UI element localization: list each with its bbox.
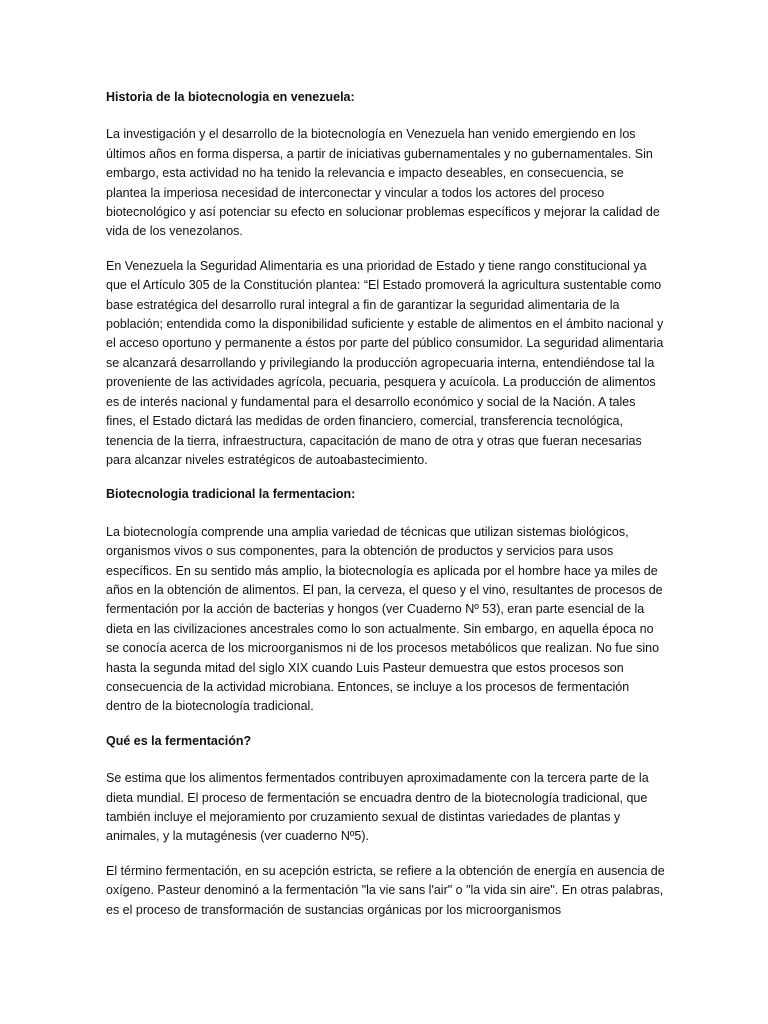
paragraph-alimentos-fermentados: Se estima que los alimentos fermentados contribuyen aproximadamente con la tercera parte de la dieta mundial. El proceso de fermentación se encuadra dentro de la biotecnología tradicional, que también incluye el mejoramiento por cruzamiento sexual de distintas variedades de plantas y animales, y la mutagénesis (ver cuaderno Nº5).: [106, 771, 649, 844]
paragraph-biotecnologia-tecnicas: La biotecnología comprende una amplia variedad de técnicas que utilizan sistemas biológicos, organismos vivos o sus componentes, para la obtención de productos y servicios para usos específicos. En su sentido más amplio, la biotecnología es aplicada por el hombre hace ya miles de años en la obtención de alimentos. El pan, la cerveza, el queso y el vino, resultantes de procesos de fermentación por la acción de bacterias y hongos (ver Cuaderno Nº 53), eran parte esencial de la dieta en las civilizaciones ancestrales como lo son actualmente. Sin embargo, en aquella época no se conocía acerca de los microorganismos ni de los procesos metabólicos que realizan. No fue sino hasta la segunda mitad del siglo XIX cuando Luis Pasteur demuestra que estos procesos son consecuencia de la actividad microbiana. Entonces, se incluye a los procesos de fermentación dentro de la biotecnología tradicional.: [106, 524, 663, 714]
section-heading-biotecnologia-tradicional: Biotecnologia tradicional la fermentacion:: [106, 487, 356, 502]
paragraph-termino-fermentacion: El término fermentación, en su acepción estricta, se refiere a la obtención de energía en ausencia de oxígeno. Pasteur denominó a la fermentación "la vie sans l'air" o "la vida sin aire". En otras palabras, es el proceso de transformación de sustancias orgánicas por los microorganismos: [106, 863, 665, 917]
section-heading-que-es-fermentacion: Qué es la fermentación?: [106, 733, 252, 748]
paragraph-seguridad-alimentaria: En Venezuela la Seguridad Alimentaria es una prioridad de Estado y tiene rango constitucional ya que el Artículo 305 de la Constitución plantea: “El Estado promoverá la agricultura sustentable como base estratégica del desarrollo rural integral a fin de garantizar la seguridad alimentaria de la población; entendida como la disponibilidad suficiente y estable de alimentos en el ámbito nacional y el acceso oportuno y permanente a éstos por parte del público consumidor. La seguridad alimentaria se alcanzará desarrollando y privilegiando la producción agropecuaria interna, entendiéndose tal la proveniente de las actividades agrícola, pecuaria, pesquera y acuícola. La producción de alimentos es de interés nacional y fundamental para el desarrollo económico y social de la Nación. A tales fines, el Estado dictará las medidas de orden financiero, comercial, transferencia tecnológica, tenencia de la tierra, infraestructura, capacitación de mano de otra y otras que fueran necesarias para alcanzar niveles estratégicos de autoabastecimiento.: [106, 258, 664, 467]
paragraph-investigacion: La investigación y el desarrollo de la biotecnología en Venezuela han venido emergiendo en los últimos años en forma dispersa, a partir de iniciativas gubernamentales y no gubernamentales. Sin embargo, esta actividad no ha tenido la relevancia e impacto deseables, en consecuencia, se plantea la imperiosa necesidad de interconectar y vincular a todos los actores del proceso biotecnológico y así potenciar su efecto en solucionar problemas específicos y mejorar la calidad de vida de los venezolanos.: [106, 127, 660, 239]
section-heading-historia: Historia de la biotecnologia en venezuela:: [106, 90, 355, 104]
